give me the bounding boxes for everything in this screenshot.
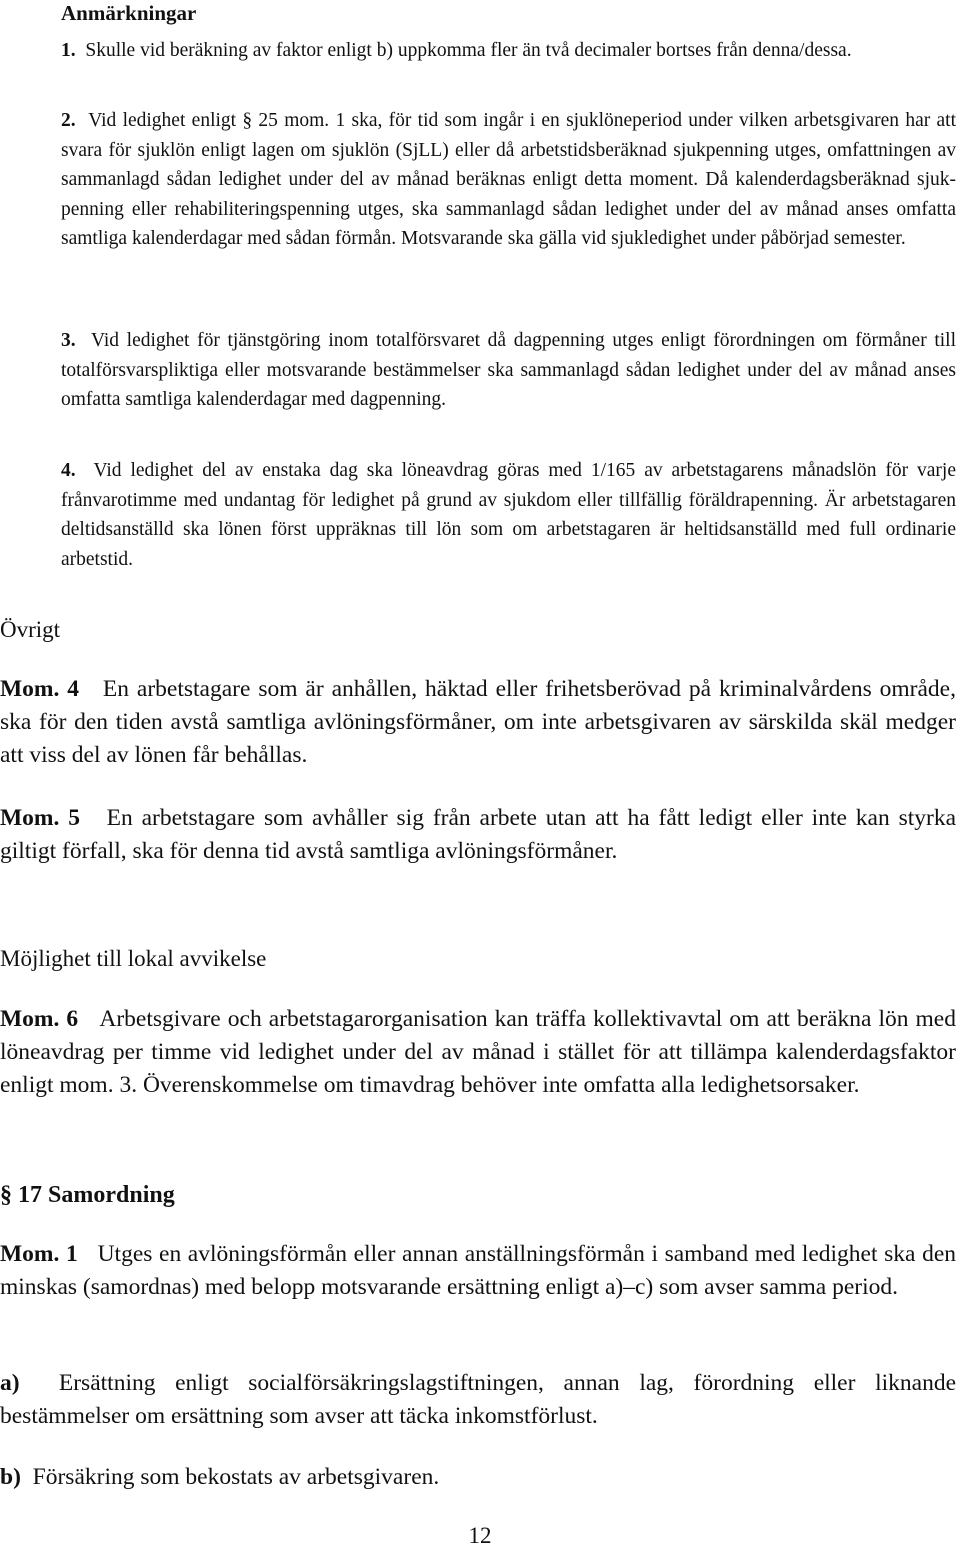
item-b-label: b) bbox=[0, 1464, 21, 1490]
note-4-text: Vid ledighet del av enstaka dag ska löneavdrag göras med 1/165 av arbetstagarens månadslön för varje frånvarotimme med undantag för ledighet på grund av sjukdom eller tillfällig föräldrapenning. Är arbetstagaren deltidsanställd ska lönen först uppräknas till lön som om arbetstagaren är heltidsanställd med full ordinarie arbetstid. bbox=[61, 460, 957, 570]
note-4-number: 4. bbox=[61, 460, 76, 481]
item-b-paragraph bbox=[0, 1461, 956, 1494]
section-17-mom-1-label: Mom. 1 bbox=[0, 1241, 78, 1267]
mom-4-paragraph bbox=[0, 673, 956, 773]
mom-5-paragraph bbox=[0, 802, 956, 868]
note-1-number: 1. bbox=[61, 40, 76, 61]
note-2 bbox=[61, 106, 956, 254]
section-17-mom-1-paragraph bbox=[0, 1238, 956, 1304]
ovrigt-heading: Övrigt bbox=[0, 617, 61, 642]
item-a-text: Ersättning enligt socialförsäkringslagstiftningen, annan lag, förordning eller liknande bestämmelser om ersättning som avser att täcka inkomstförlust. bbox=[0, 1370, 957, 1430]
mom-5-text: En arbetstagare som avhåller sig från arbete utan att ha fått ledigt eller inte kan styrka giltigt förfall, ska för denna tid avstå samtliga avlöningsförmåner. bbox=[0, 805, 957, 865]
note-3-number: 3. bbox=[61, 330, 76, 351]
mom-4-text: En arbetstagare som är anhållen, häktad eller frihetsberövad på kriminalvårdens område, ska för den tiden avstå samtliga avlöningsförmåner, om inte arbetsgivaren av särskilda skäl medger att viss del av lönen får behållas. bbox=[0, 676, 956, 769]
note-3-text: Vid ledighet för tjänstgöring inom totalförsvaret då dagpenning utges enligt förordningen om förmåner till totalförsvarspliktiga eller motsvarande bestämmelser ska sammanlagd sådan ledighet under del av månad anses omfatta samtliga kalenderdagar med dagpenning. bbox=[61, 330, 957, 411]
mom-5-label: Mom. 5 bbox=[0, 805, 80, 831]
page-number: 12 bbox=[468, 1523, 492, 1548]
note-1 bbox=[61, 36, 956, 66]
notes-heading: Anmärkningar bbox=[61, 1, 197, 25]
item-a-label: a) bbox=[0, 1370, 20, 1396]
mom-6-label: Mom. 6 bbox=[0, 1006, 79, 1032]
mom-6-text: Arbetsgivare och arbetstagarorganisation kan träffa kollektivavtal om att beräkna lön med löneavdrag per timme vid ledighet under del av månad i stället för att tillämpa kalenderdagsfaktor enligt mom. 3. Överenskommelse om timavdrag behöver inte omfatta alla ledighetsorsaker. bbox=[0, 1006, 956, 1099]
lokal-avvikelse-heading: Möjlighet till lokal avvikelse bbox=[0, 946, 267, 971]
item-a-paragraph bbox=[0, 1367, 956, 1433]
note-1-text: Skulle vid beräkning av faktor enligt b) uppkomma fler än två decimaler bortses från denna/dessa. bbox=[85, 40, 852, 61]
section-17-mom-1-text: Utges en avlöningsförmån eller annan anställningsförmån i samband med ledighet ska den minskas (samordnas) med belopp motsvarande ersättning enligt a)–c) som avser samma period. bbox=[0, 1241, 956, 1301]
section-17-heading: § 17 Samordning bbox=[0, 1182, 175, 1208]
item-b-text: Försäkring som bekostats av arbetsgivaren. bbox=[32, 1464, 440, 1490]
mom-6-paragraph bbox=[0, 1003, 956, 1103]
note-2-number: 2. bbox=[61, 110, 76, 131]
note-3 bbox=[61, 326, 956, 415]
note-4 bbox=[61, 456, 956, 574]
mom-4-label: Mom. 4 bbox=[0, 676, 80, 702]
note-2-text: Vid ledighet enligt § 25 mom. 1 ska, för tid som ingår i en sjuklöneperiod under vilken arbetsgivaren har att svara för sjuklön enligt lagen om sjuklön (SjLL) eller då arbetstidsberäknad sjukpenning utges, omfattningen av sammanlagd sådan ledighet under del av månad beräknas enligt detta moment. Då kalenderdagsberäknad sjukpenning eller rehabiliteringspenning utges, ska sammanlagd sådan ledighet under del av månad anses omfatta samtliga kalenderdagar med sådan förmån. Motsvarande ska gälla vid sjukledighet under påbörjad semester. bbox=[61, 110, 956, 250]
